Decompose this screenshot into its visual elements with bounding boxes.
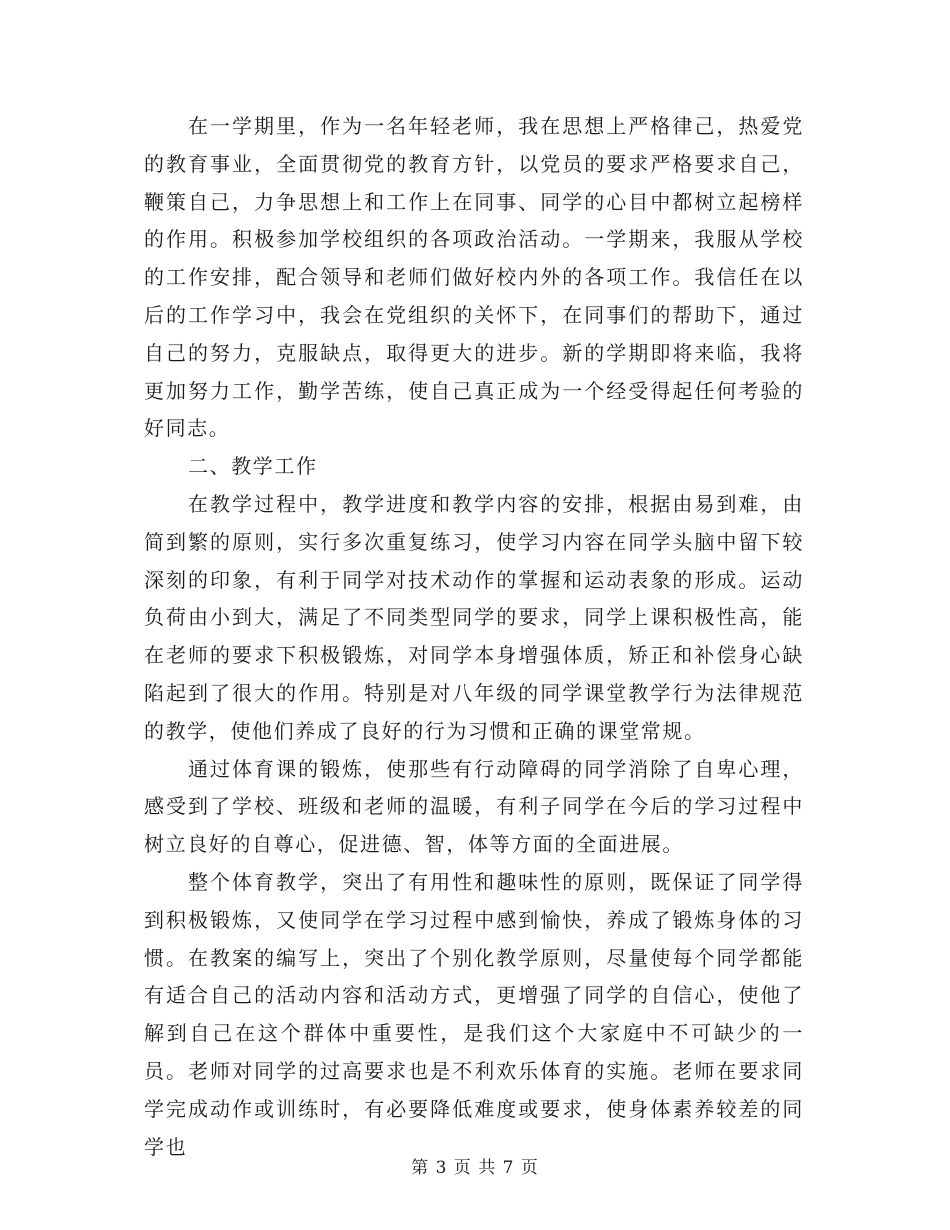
paragraph-teaching-process: 在教学过程中，教学进度和教学内容的安排，根据由易到难，由简到繁的原则，实行多次重复练习，使学习内容在同学头脑中留下较深刻的印象，有利于同学对技术动作的掌握和运动表象的形成。运动负荷由小到大，满足了不同类型同学的要求，同学上课积极性高，能在老师的要求下积极锻炼，对同学本身增强体质，矫正和补偿身心缺陷起到了很大的作用。特别是对八年级的同学课堂教学行为法律规范的教学，使他们养成了良好的行为习惯和正确的课堂常规。 — [144, 491, 804, 743]
document-body — [144, 108, 804, 1166]
section-heading-teaching-work: 二、教学工作 — [188, 454, 318, 479]
paragraph-pe-teaching: 整个体育教学，突出了有用性和趣味性的原则，既保证了同学得到积极锻炼，又使同学在学习过程中感到愉快，养成了锻炼身体的习惯。在教案的编写上，突出了个别化教学原则，尽量使每个同学都能有适合自己的活动内容和活动方式，更增强了同学的自信心，使他了解到自己在这个群体中重要性，是我们这个大家庭中不可缺少的一员。老师对同学的过高要求也是不利欢乐体育的实施。老师在要求同学完成动作或训练时，有必要降低难度或要求，使身体素养较差的同学也 — [144, 869, 804, 1159]
paragraph-political-thought: 在一学期里，作为一名年轻老师，我在思想上严格律己，热爱党的教育事业，全面贯彻党的教育方针，以党员的要求严格要求自己，鞭策自己，力争思想上和工作上在同事、同学的心目中都树立起榜样的作用。积极参加学校组织的各项政治活动。一学期来，我服从学校的工作安排，配合领导和老师们做好校内外的各项工作。我信任在以后的工作学习中，我会在党组织的关怀下，在同事们的帮助下，通过自己的努力，克服缺点，取得更大的进步。新的学期即将来临，我将更加努力工作，勤学苦练，使自己真正成为一个经受得起任何考验的好同志。 — [144, 114, 804, 441]
page-number-footer: 第 3 页 共 7 页 — [411, 1158, 539, 1178]
paragraph-pe-exercise: 通过体育课的锻炼，使那些有行动障碍的同学消除了自卑心理，感受到了学校、班级和老师的温暖，有利子同学在今后的学习过程中树立良好的自尊心，促进德、智，体等方面的全面进展。 — [144, 756, 804, 857]
